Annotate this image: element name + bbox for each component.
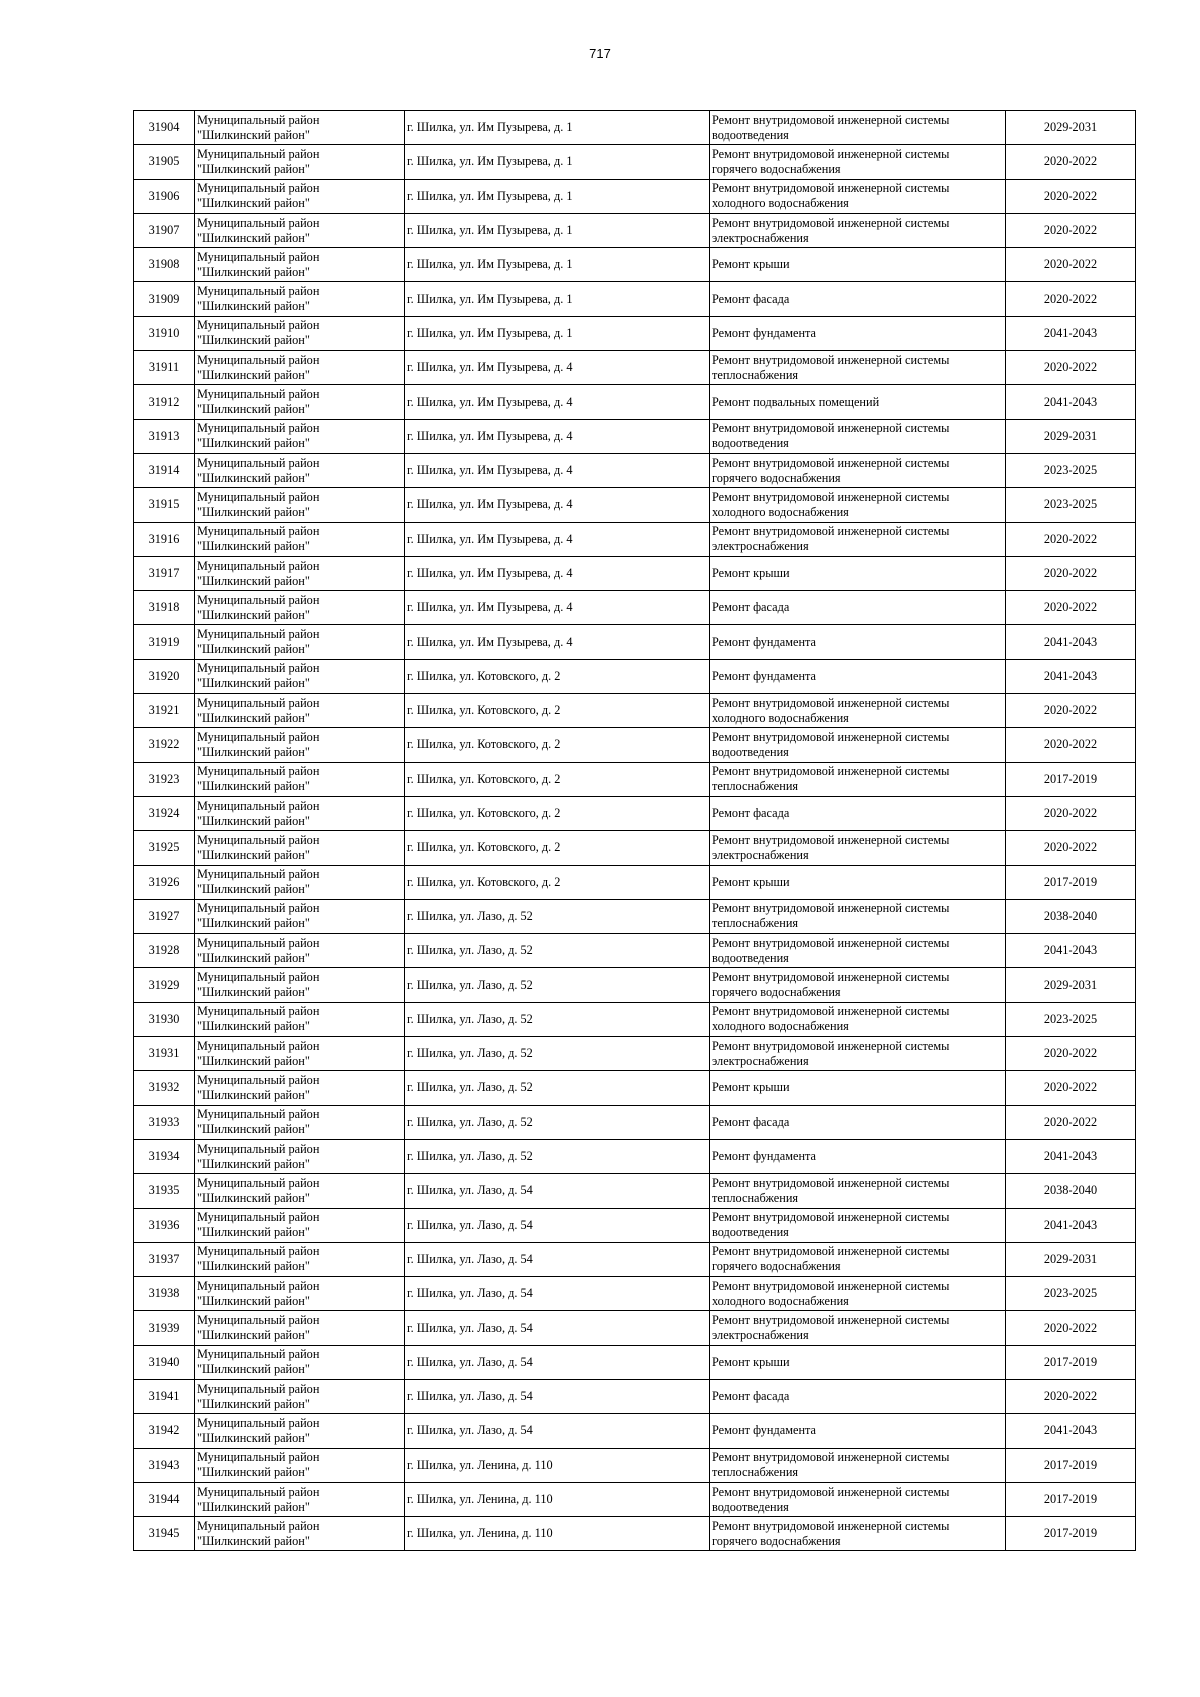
- row-number-cell: 31913: [134, 419, 195, 453]
- address-cell: г. Шилка, ул. Лазо, д. 52: [405, 934, 710, 968]
- period-cell: 2020-2022: [1006, 145, 1136, 179]
- address-cell: г. Шилка, ул. Им Пузырева, д. 1: [405, 179, 710, 213]
- period-cell: 2029-2031: [1006, 968, 1136, 1002]
- row-number-cell: 31928: [134, 934, 195, 968]
- work-type-cell: Ремонт внутридомовой инженерной системы горячего водоснабжения: [710, 968, 1006, 1002]
- address-cell: г. Шилка, ул. Лазо, д. 54: [405, 1311, 710, 1345]
- address-cell: г. Шилка, ул. Им Пузырева, д. 1: [405, 316, 710, 350]
- period-cell: 2020-2022: [1006, 1037, 1136, 1071]
- row-number-cell: 31939: [134, 1311, 195, 1345]
- period-cell: 2020-2022: [1006, 1311, 1136, 1345]
- table-row: [134, 1002, 1136, 1036]
- work-type-cell: Ремонт внутридомовой инженерной системы холодного водоснабжения: [710, 694, 1006, 728]
- work-type-cell: Ремонт внутридомовой инженерной системы горячего водоснабжения: [710, 453, 1006, 487]
- address-cell: г. Шилка, ул. Лазо, д. 54: [405, 1379, 710, 1413]
- address-cell: г. Шилка, ул. Лазо, д. 52: [405, 1002, 710, 1036]
- table-row: [134, 1345, 1136, 1379]
- work-type-cell: Ремонт фундамента: [710, 1414, 1006, 1448]
- work-type-cell: Ремонт внутридомовой инженерной системы электроснабжения: [710, 213, 1006, 247]
- work-type-cell: Ремонт внутридомовой инженерной системы водоотведения: [710, 111, 1006, 145]
- table-row: [134, 248, 1136, 282]
- address-cell: г. Шилка, ул. Им Пузырева, д. 4: [405, 453, 710, 487]
- municipality-cell: Муниципальный район "Шилкинский район": [195, 1414, 405, 1448]
- row-number-cell: 31904: [134, 111, 195, 145]
- table-row: [134, 556, 1136, 590]
- period-cell: 2020-2022: [1006, 248, 1136, 282]
- row-number-cell: 31940: [134, 1345, 195, 1379]
- period-cell: 2041-2043: [1006, 316, 1136, 350]
- table-row: [134, 488, 1136, 522]
- address-cell: г. Шилка, ул. Лазо, д. 52: [405, 899, 710, 933]
- period-cell: 2017-2019: [1006, 1448, 1136, 1482]
- table-row: [134, 1139, 1136, 1173]
- address-cell: г. Шилка, ул. Им Пузырева, д. 4: [405, 385, 710, 419]
- municipality-cell: Муниципальный район "Шилкинский район": [195, 556, 405, 590]
- municipality-cell: Муниципальный район "Шилкинский район": [195, 1139, 405, 1173]
- work-type-cell: Ремонт внутридомовой инженерной системы горячего водоснабжения: [710, 1242, 1006, 1276]
- table-row: [134, 728, 1136, 762]
- table-row: [134, 1379, 1136, 1413]
- work-type-cell: Ремонт фундамента: [710, 659, 1006, 693]
- work-type-cell: Ремонт внутридомовой инженерной системы теплоснабжения: [710, 1448, 1006, 1482]
- page-number: 717: [589, 46, 611, 61]
- address-cell: г. Шилка, ул. Лазо, д. 52: [405, 1139, 710, 1173]
- work-type-cell: Ремонт внутридомовой инженерной системы холодного водоснабжения: [710, 179, 1006, 213]
- address-cell: г. Шилка, ул. Котовского, д. 2: [405, 831, 710, 865]
- row-number-cell: 31925: [134, 831, 195, 865]
- address-cell: г. Шилка, ул. Им Пузырева, д. 4: [405, 625, 710, 659]
- municipality-cell: Муниципальный район "Шилкинский район": [195, 1174, 405, 1208]
- work-type-cell: Ремонт фасада: [710, 796, 1006, 830]
- municipality-cell: Муниципальный район "Шилкинский район": [195, 488, 405, 522]
- address-cell: г. Шилка, ул. Лазо, д. 54: [405, 1345, 710, 1379]
- table-row: [134, 831, 1136, 865]
- row-number-cell: 31930: [134, 1002, 195, 1036]
- table-row: [134, 385, 1136, 419]
- table-row: [134, 282, 1136, 316]
- row-number-cell: 31942: [134, 1414, 195, 1448]
- table-row: [134, 522, 1136, 556]
- period-cell: 2020-2022: [1006, 282, 1136, 316]
- municipality-cell: Муниципальный район "Шилкинский район": [195, 111, 405, 145]
- address-cell: г. Шилка, ул. Котовского, д. 2: [405, 728, 710, 762]
- table-row: [134, 694, 1136, 728]
- address-cell: г. Шилка, ул. Лазо, д. 54: [405, 1277, 710, 1311]
- municipality-cell: Муниципальный район "Шилкинский район": [195, 899, 405, 933]
- work-type-cell: Ремонт внутридомовой инженерной системы холодного водоснабжения: [710, 1277, 1006, 1311]
- address-cell: г. Шилка, ул. Лазо, д. 54: [405, 1208, 710, 1242]
- work-type-cell: Ремонт внутридомовой инженерной системы водоотведения: [710, 1208, 1006, 1242]
- address-cell: г. Шилка, ул. Лазо, д. 52: [405, 1071, 710, 1105]
- address-cell: г. Шилка, ул. Им Пузырева, д. 1: [405, 213, 710, 247]
- row-number-cell: 31945: [134, 1517, 195, 1551]
- table-row: [134, 934, 1136, 968]
- period-cell: 2017-2019: [1006, 762, 1136, 796]
- municipality-cell: Муниципальный район "Шилкинский район": [195, 1071, 405, 1105]
- table-row: [134, 1448, 1136, 1482]
- municipality-cell: Муниципальный район "Шилкинский район": [195, 522, 405, 556]
- municipality-cell: Муниципальный район "Шилкинский район": [195, 1208, 405, 1242]
- row-number-cell: 31941: [134, 1379, 195, 1413]
- period-cell: 2038-2040: [1006, 1174, 1136, 1208]
- row-number-cell: 31911: [134, 351, 195, 385]
- address-cell: г. Шилка, ул. Лазо, д. 54: [405, 1242, 710, 1276]
- table-row: [134, 591, 1136, 625]
- address-cell: г. Шилка, ул. Им Пузырева, д. 1: [405, 248, 710, 282]
- row-number-cell: 31937: [134, 1242, 195, 1276]
- row-number-cell: 31910: [134, 316, 195, 350]
- row-number-cell: 31908: [134, 248, 195, 282]
- work-type-cell: Ремонт фундамента: [710, 1139, 1006, 1173]
- address-cell: г. Шилка, ул. Лазо, д. 52: [405, 968, 710, 1002]
- period-cell: 2041-2043: [1006, 385, 1136, 419]
- row-number-cell: 31927: [134, 899, 195, 933]
- address-cell: г. Шилка, ул. Ленина, д. 110: [405, 1448, 710, 1482]
- work-type-cell: Ремонт крыши: [710, 1345, 1006, 1379]
- period-cell: 2020-2022: [1006, 591, 1136, 625]
- table-row: [134, 179, 1136, 213]
- municipality-cell: Муниципальный район "Шилкинский район": [195, 179, 405, 213]
- row-number-cell: 31932: [134, 1071, 195, 1105]
- address-cell: г. Шилка, ул. Им Пузырева, д. 4: [405, 419, 710, 453]
- row-number-cell: 31933: [134, 1105, 195, 1139]
- address-cell: г. Шилка, ул. Им Пузырева, д. 4: [405, 556, 710, 590]
- period-cell: 2020-2022: [1006, 179, 1136, 213]
- row-number-cell: 31915: [134, 488, 195, 522]
- municipality-cell: Муниципальный район "Шилкинский район": [195, 865, 405, 899]
- table-body: [134, 111, 1136, 1551]
- work-type-cell: Ремонт крыши: [710, 1071, 1006, 1105]
- municipality-cell: Муниципальный район "Шилкинский район": [195, 934, 405, 968]
- work-type-cell: Ремонт фундамента: [710, 316, 1006, 350]
- period-cell: 2020-2022: [1006, 796, 1136, 830]
- municipality-cell: Муниципальный район "Шилкинский район": [195, 453, 405, 487]
- table-row: [134, 1174, 1136, 1208]
- work-type-cell: Ремонт внутридомовой инженерной системы электроснабжения: [710, 831, 1006, 865]
- period-cell: 2023-2025: [1006, 453, 1136, 487]
- row-number-cell: 31944: [134, 1482, 195, 1516]
- address-cell: г. Шилка, ул. Лазо, д. 52: [405, 1037, 710, 1071]
- period-cell: 2020-2022: [1006, 351, 1136, 385]
- table-row: [134, 1414, 1136, 1448]
- address-cell: г. Шилка, ул. Ленина, д. 110: [405, 1517, 710, 1551]
- table-row: [134, 1208, 1136, 1242]
- municipality-cell: Муниципальный район "Шилкинский район": [195, 316, 405, 350]
- municipality-cell: Муниципальный район "Шилкинский район": [195, 282, 405, 316]
- period-cell: 2020-2022: [1006, 556, 1136, 590]
- row-number-cell: 31917: [134, 556, 195, 590]
- period-cell: 2023-2025: [1006, 1002, 1136, 1036]
- municipality-cell: Муниципальный район "Шилкинский район": [195, 968, 405, 1002]
- work-type-cell: Ремонт внутридомовой инженерной системы горячего водоснабжения: [710, 145, 1006, 179]
- work-type-cell: Ремонт фасада: [710, 1105, 1006, 1139]
- period-cell: 2029-2031: [1006, 1242, 1136, 1276]
- period-cell: 2020-2022: [1006, 831, 1136, 865]
- work-type-cell: Ремонт внутридомовой инженерной системы горячего водоснабжения: [710, 1517, 1006, 1551]
- capital-repair-table: [133, 110, 1136, 1551]
- table-row: [134, 796, 1136, 830]
- work-type-cell: Ремонт фасада: [710, 591, 1006, 625]
- table-row: [134, 625, 1136, 659]
- row-number-cell: 31922: [134, 728, 195, 762]
- period-cell: 2020-2022: [1006, 1105, 1136, 1139]
- row-number-cell: 31920: [134, 659, 195, 693]
- municipality-cell: Муниципальный район "Шилкинский район": [195, 1448, 405, 1482]
- work-type-cell: Ремонт внутридомовой инженерной системы холодного водоснабжения: [710, 1002, 1006, 1036]
- municipality-cell: Муниципальный район "Шилкинский район": [195, 213, 405, 247]
- row-number-cell: 31931: [134, 1037, 195, 1071]
- period-cell: 2029-2031: [1006, 419, 1136, 453]
- row-number-cell: 31934: [134, 1139, 195, 1173]
- table-row: [134, 1311, 1136, 1345]
- period-cell: 2041-2043: [1006, 1414, 1136, 1448]
- table-row: [134, 419, 1136, 453]
- table-row: [134, 968, 1136, 1002]
- row-number-cell: 31906: [134, 179, 195, 213]
- municipality-cell: Муниципальный район "Шилкинский район": [195, 1379, 405, 1413]
- work-type-cell: Ремонт внутридомовой инженерной системы теплоснабжения: [710, 351, 1006, 385]
- period-cell: 2017-2019: [1006, 865, 1136, 899]
- period-cell: 2020-2022: [1006, 1071, 1136, 1105]
- row-number-cell: 31921: [134, 694, 195, 728]
- work-type-cell: Ремонт крыши: [710, 556, 1006, 590]
- row-number-cell: 31923: [134, 762, 195, 796]
- address-cell: г. Шилка, ул. Ленина, д. 110: [405, 1482, 710, 1516]
- address-cell: г. Шилка, ул. Котовского, д. 2: [405, 659, 710, 693]
- row-number-cell: 31929: [134, 968, 195, 1002]
- work-type-cell: Ремонт крыши: [710, 865, 1006, 899]
- address-cell: г. Шилка, ул. Котовского, д. 2: [405, 762, 710, 796]
- municipality-cell: Муниципальный район "Шилкинский район": [195, 1482, 405, 1516]
- table-row: [134, 865, 1136, 899]
- municipality-cell: Муниципальный район "Шилкинский район": [195, 1517, 405, 1551]
- period-cell: 2020-2022: [1006, 213, 1136, 247]
- work-type-cell: Ремонт внутридомовой инженерной системы холодного водоснабжения: [710, 488, 1006, 522]
- work-type-cell: Ремонт внутридомовой инженерной системы водоотведения: [710, 728, 1006, 762]
- table-row: [134, 1242, 1136, 1276]
- municipality-cell: Муниципальный район "Шилкинский район": [195, 694, 405, 728]
- municipality-cell: Муниципальный район "Шилкинский район": [195, 659, 405, 693]
- municipality-cell: Муниципальный район "Шилкинский район": [195, 419, 405, 453]
- table-row: [134, 1071, 1136, 1105]
- municipality-cell: Муниципальный район "Шилкинский район": [195, 1242, 405, 1276]
- address-cell: г. Шилка, ул. Лазо, д. 54: [405, 1414, 710, 1448]
- row-number-cell: 31916: [134, 522, 195, 556]
- municipality-cell: Муниципальный район "Шилкинский район": [195, 248, 405, 282]
- table-row: [134, 899, 1136, 933]
- period-cell: 2041-2043: [1006, 1139, 1136, 1173]
- period-cell: 2017-2019: [1006, 1482, 1136, 1516]
- municipality-cell: Муниципальный район "Шилкинский район": [195, 1002, 405, 1036]
- period-cell: 2017-2019: [1006, 1517, 1136, 1551]
- row-number-cell: 31909: [134, 282, 195, 316]
- address-cell: г. Шилка, ул. Им Пузырева, д. 1: [405, 111, 710, 145]
- row-number-cell: 31924: [134, 796, 195, 830]
- period-cell: 2020-2022: [1006, 728, 1136, 762]
- table-row: [134, 213, 1136, 247]
- municipality-cell: Муниципальный район "Шилкинский район": [195, 728, 405, 762]
- period-cell: 2038-2040: [1006, 899, 1136, 933]
- work-type-cell: Ремонт внутридомовой инженерной системы водоотведения: [710, 934, 1006, 968]
- row-number-cell: 31926: [134, 865, 195, 899]
- row-number-cell: 31936: [134, 1208, 195, 1242]
- address-cell: г. Шилка, ул. Котовского, д. 2: [405, 865, 710, 899]
- work-type-cell: Ремонт фасада: [710, 282, 1006, 316]
- address-cell: г. Шилка, ул. Лазо, д. 52: [405, 1105, 710, 1139]
- work-type-cell: Ремонт внутридомовой инженерной системы водоотведения: [710, 1482, 1006, 1516]
- row-number-cell: 31912: [134, 385, 195, 419]
- address-cell: г. Шилка, ул. Им Пузырева, д. 4: [405, 522, 710, 556]
- address-cell: г. Шилка, ул. Им Пузырева, д. 4: [405, 351, 710, 385]
- table-row: [134, 1037, 1136, 1071]
- period-cell: 2041-2043: [1006, 934, 1136, 968]
- period-cell: 2020-2022: [1006, 694, 1136, 728]
- period-cell: 2020-2022: [1006, 1379, 1136, 1413]
- table-row: [134, 453, 1136, 487]
- row-number-cell: 31943: [134, 1448, 195, 1482]
- address-cell: г. Шилка, ул. Им Пузырева, д. 1: [405, 145, 710, 179]
- table-row: [134, 1105, 1136, 1139]
- municipality-cell: Муниципальный район "Шилкинский район": [195, 1311, 405, 1345]
- table-row: [134, 659, 1136, 693]
- work-type-cell: Ремонт внутридомовой инженерной системы электроснабжения: [710, 522, 1006, 556]
- address-cell: г. Шилка, ул. Им Пузырева, д. 4: [405, 488, 710, 522]
- municipality-cell: Муниципальный район "Шилкинский район": [195, 1345, 405, 1379]
- row-number-cell: 31919: [134, 625, 195, 659]
- table-row: [134, 1277, 1136, 1311]
- table-row: [134, 762, 1136, 796]
- municipality-cell: Муниципальный район "Шилкинский район": [195, 831, 405, 865]
- table-row: [134, 111, 1136, 145]
- period-cell: 2020-2022: [1006, 522, 1136, 556]
- work-type-cell: Ремонт внутридомовой инженерной системы теплоснабжения: [710, 899, 1006, 933]
- municipality-cell: Муниципальный район "Шилкинский район": [195, 351, 405, 385]
- table-row: [134, 316, 1136, 350]
- municipality-cell: Муниципальный район "Шилкинский район": [195, 591, 405, 625]
- table-row: [134, 145, 1136, 179]
- municipality-cell: Муниципальный район "Шилкинский район": [195, 625, 405, 659]
- municipality-cell: Муниципальный район "Шилкинский район": [195, 796, 405, 830]
- period-cell: 2041-2043: [1006, 659, 1136, 693]
- row-number-cell: 31905: [134, 145, 195, 179]
- work-type-cell: Ремонт подвальных помещений: [710, 385, 1006, 419]
- table-row: [134, 1517, 1136, 1551]
- table-row: [134, 1482, 1136, 1516]
- period-cell: 2041-2043: [1006, 1208, 1136, 1242]
- row-number-cell: 31935: [134, 1174, 195, 1208]
- period-cell: 2023-2025: [1006, 488, 1136, 522]
- municipality-cell: Муниципальный район "Шилкинский район": [195, 145, 405, 179]
- address-cell: г. Шилка, ул. Им Пузырева, д. 4: [405, 591, 710, 625]
- work-type-cell: Ремонт внутридомовой инженерной системы электроснабжения: [710, 1311, 1006, 1345]
- row-number-cell: 31918: [134, 591, 195, 625]
- row-number-cell: 31907: [134, 213, 195, 247]
- municipality-cell: Муниципальный район "Шилкинский район": [195, 385, 405, 419]
- municipality-cell: Муниципальный район "Шилкинский район": [195, 1105, 405, 1139]
- row-number-cell: 31914: [134, 453, 195, 487]
- address-cell: г. Шилка, ул. Им Пузырева, д. 1: [405, 282, 710, 316]
- address-cell: г. Шилка, ул. Котовского, д. 2: [405, 796, 710, 830]
- work-type-cell: Ремонт внутридомовой инженерной системы теплоснабжения: [710, 762, 1006, 796]
- period-cell: 2041-2043: [1006, 625, 1136, 659]
- work-type-cell: Ремонт фундамента: [710, 625, 1006, 659]
- work-type-cell: Ремонт внутридомовой инженерной системы теплоснабжения: [710, 1174, 1006, 1208]
- address-cell: г. Шилка, ул. Лазо, д. 54: [405, 1174, 710, 1208]
- period-cell: 2017-2019: [1006, 1345, 1136, 1379]
- municipality-cell: Муниципальный район "Шилкинский район": [195, 1277, 405, 1311]
- municipality-cell: Муниципальный район "Шилкинский район": [195, 1037, 405, 1071]
- work-type-cell: Ремонт внутридомовой инженерной системы электроснабжения: [710, 1037, 1006, 1071]
- work-type-cell: Ремонт крыши: [710, 248, 1006, 282]
- address-cell: г. Шилка, ул. Котовского, д. 2: [405, 694, 710, 728]
- work-type-cell: Ремонт фасада: [710, 1379, 1006, 1413]
- period-cell: 2029-2031: [1006, 111, 1136, 145]
- table-row: [134, 351, 1136, 385]
- municipality-cell: Муниципальный район "Шилкинский район": [195, 762, 405, 796]
- period-cell: 2023-2025: [1006, 1277, 1136, 1311]
- row-number-cell: 31938: [134, 1277, 195, 1311]
- work-type-cell: Ремонт внутридомовой инженерной системы водоотведения: [710, 419, 1006, 453]
